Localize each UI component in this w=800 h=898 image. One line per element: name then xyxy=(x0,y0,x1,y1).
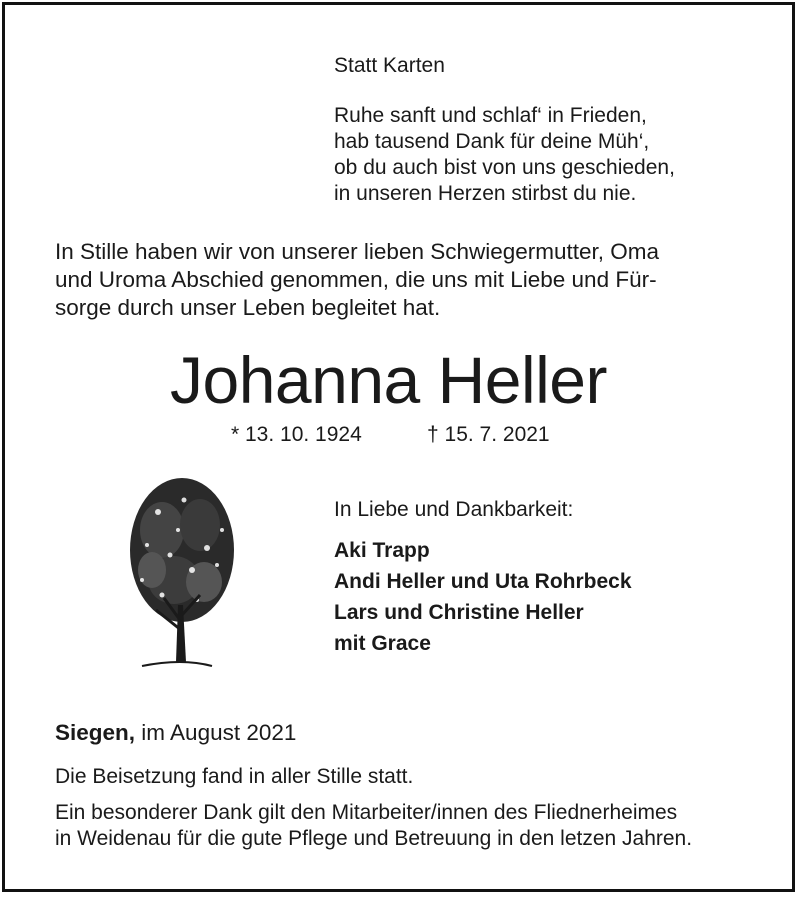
verse-line: in unseren Herzen stirbst du nie. xyxy=(334,182,637,205)
place: Siegen, xyxy=(55,720,136,745)
intro-line: und Uroma Abschied genommen, die uns mit Liebe und Für- xyxy=(55,267,657,292)
death-date: † 15. 7. 2021 xyxy=(427,423,550,446)
mourner-name: mit Grace xyxy=(334,632,431,655)
mourners-list xyxy=(334,535,632,659)
thanks-line: in Weidenau für die gute Pflege und Betreuung in den letzen Jahren. xyxy=(55,827,693,850)
verse-line: ob du auch bist von uns geschieden, xyxy=(334,156,675,179)
date: im August 2021 xyxy=(141,720,297,745)
deceased-name: Johanna Heller xyxy=(170,343,607,417)
funeral-note: Die Beisetzung fand in aller Stille statt. xyxy=(55,765,414,788)
intro-line: In Stille haben wir von unserer lieben Schwiegermutter, Oma xyxy=(55,239,660,264)
thanks-line: Ein besonderer Dank gilt den Mitarbeiter/innen des Fliednerheimes xyxy=(55,801,678,824)
intro-line: sorge durch unser Leben begleitet hat. xyxy=(55,295,441,320)
tree-icon xyxy=(112,470,247,675)
mourner-name: Andi Heller und Uta Rohrbeck xyxy=(334,570,632,593)
thanks-paragraph xyxy=(55,800,692,852)
verse-line: Ruhe sanft und schlaf‘ in Frieden, xyxy=(334,104,647,127)
memorial-verse xyxy=(334,103,675,207)
verse-line: hab tausend Dank für deine Müh‘, xyxy=(334,130,650,153)
mourner-name: Lars und Christine Heller xyxy=(334,601,584,624)
place-date-line xyxy=(55,719,296,746)
birth-date: * 13. 10. 1924 xyxy=(231,423,362,446)
gratitude-label: In Liebe und Dankbarkeit: xyxy=(334,498,574,521)
intro-paragraph xyxy=(55,238,659,322)
heading-statt-karten: Statt Karten xyxy=(334,54,445,77)
mourner-name: Aki Trapp xyxy=(334,539,430,562)
